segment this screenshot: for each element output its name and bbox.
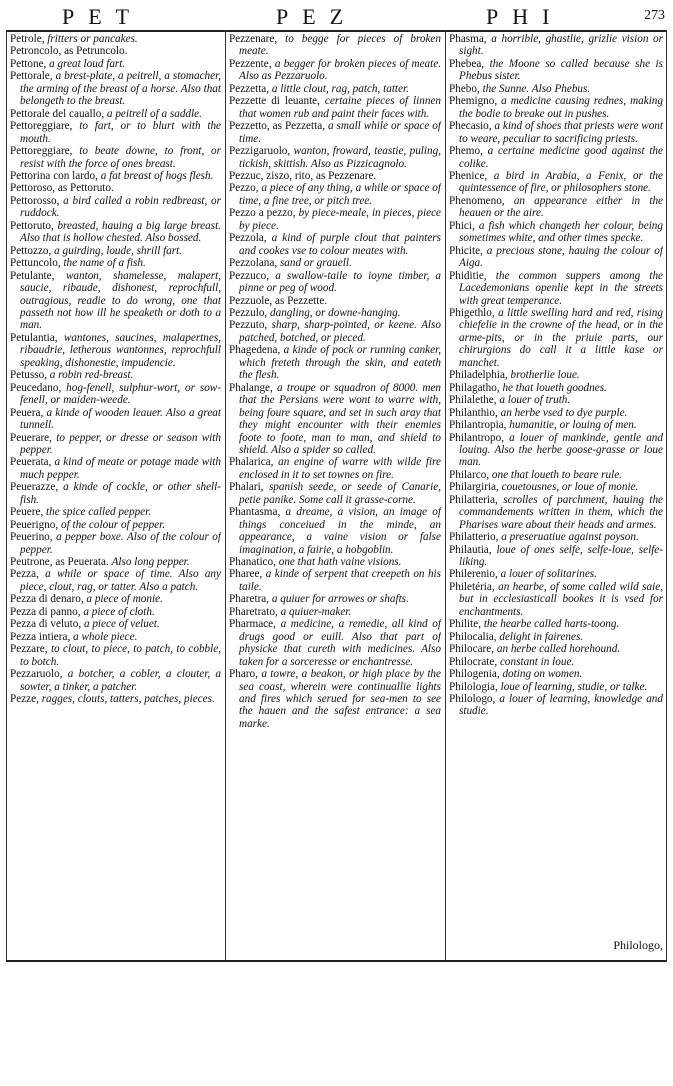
headword: Pharee, [229,568,263,581]
dictionary-entry [229,593,441,605]
headword: Philogenia, [449,668,500,681]
headword: Petulante, [10,269,55,282]
dictionary-entry [229,319,441,344]
dictionary-entry [229,58,441,83]
definition: humanitie, or louing of men. [509,419,637,432]
definition: a fat breast of hogs flesh. [100,169,214,182]
dictionary-entry [449,58,663,83]
dictionary-column-left [10,33,221,958]
headword: Pezza di panno, [10,605,81,618]
headword: Peuerare, [10,431,52,444]
dictionary-entry [229,257,441,269]
definition: a bird in Arabia, a Fenix, or the quintessence of fire, or philosophers stone. [459,169,663,195]
headword: Pezza di veluto, [10,618,82,631]
definition: of the colour of pepper. [60,518,166,531]
definition: a louer of learning, knowledge and studie. [459,693,663,718]
headword: Philalethe, [449,394,497,407]
definition: the Sunne. Also Phebus. [482,82,591,95]
headword: Pezzo, [229,182,259,195]
definition: a kind of meate or potage made with much pepper. [20,456,221,481]
headword: Phanatico, [229,556,276,569]
definition: a little clout, rag, patch, tatter. [271,82,409,95]
headword: Petroncolo, as Petruncolo. [10,45,128,58]
dictionary-entry [10,556,221,568]
dictionary-entry [10,170,221,182]
headword: Phalari, [229,481,264,494]
dictionary-entry [229,556,441,568]
definition: a dreame, a vision, an image of things conceiued in the minde, an appearance, a vaine vision or false imagination, a fairie, a hobgoblin. [239,506,441,556]
definition: to clout, to piece, to patch, to cobble, to botch. [20,643,221,668]
headword: Philautia, [449,543,492,556]
headword: Philagatho, [449,381,500,394]
definition: scrolles of parchment, hauing the commandements written in them, which the Pharises ware about their heads and armes. [459,493,663,531]
headword: Petulantia, [10,331,58,344]
dictionary-entry [10,120,221,145]
dictionary-entry [10,519,221,531]
definition: brotherlie loue. [510,369,580,382]
dictionary-entry [229,145,441,170]
dictionary-entry [229,382,441,457]
dictionary-entry [229,618,441,668]
dictionary-entry [10,631,221,643]
headword: Pezzulo, [229,306,268,319]
definition: an herbe vsed to dye purple. [500,406,628,419]
dictionary-entry [10,270,221,332]
headword: Phalarica, [229,456,274,469]
dictionary-entry [229,33,441,58]
definition: the common suppers among the Lacedemonians openlie kept in the streets with great temperance. [459,269,663,307]
definition: a medicine causing rednes, making the bodie to breake out in pushes. [459,95,663,120]
definition: wantones, saucines, malapertnes, ribaudrie, letherous wantonnes, reprochfull speaking, dishonestie, impudencie. [20,331,221,369]
dictionary-entry [449,618,663,630]
definition: a kinde of serpent that creepeth on his taile. [239,568,441,593]
headword: Pezza intiera, [10,630,71,643]
headword: Pezzola, [229,232,267,245]
definition: a begger for broken pieces of meate. Also as Pezzaruolo. [239,57,441,83]
headword: Pezzente, [229,57,272,70]
headword: Pezza, [10,568,39,581]
dictionary-entry [449,83,663,95]
dictionary-entry [10,145,221,170]
headword: Pharmace, [229,618,276,631]
headword: Peuerino, [10,531,53,544]
headword: Phecasio, [449,120,492,133]
headword: Pezzuto, [229,319,268,332]
definition: one that hath vaine visions. [278,556,402,569]
dictionary-entry [449,145,663,170]
running-head-right: PHI [486,4,564,29]
dictionary-entry [229,568,441,593]
dictionary-entry [449,531,663,543]
headword: Pettorosso, [10,194,60,207]
top-rule [6,30,666,32]
headword: Philetéria, [449,580,495,593]
definition: a kinde of cockle, or other shell-fish. [20,481,221,506]
definition: an herbe called horehound. [496,643,621,656]
dictionary-entry [10,481,221,506]
dictionary-entry [449,656,663,668]
definition: an hearbe, of some called wild saie, but in ecclesiasticall bookes it is vsed for enchantments. [459,580,663,618]
definition: a guirding, loude, shrill fart. [54,244,183,257]
definition: a peitrell of a saddle. [106,107,202,120]
dictionary-entry [229,232,441,257]
running-head-left: PET [62,4,144,29]
dictionary-entry [10,58,221,70]
dictionary-entry [449,419,663,431]
definition: the spice called pepper. [46,506,152,519]
definition: delight in fairenes. [499,630,584,643]
definition: a robin red-breast. [49,369,134,382]
dictionary-entry [449,245,663,270]
dictionary-entry [10,45,221,57]
dictionary-entry [449,668,663,680]
dictionary-entry [10,668,221,693]
dictionary-column-middle [229,33,441,958]
headword: Philocare, [449,643,495,656]
headword: Phigethlo, [449,306,495,319]
dictionary-entry [10,33,221,45]
headword: Peuerazze, [10,481,59,494]
headword: Pezzuco, [229,269,270,282]
dictionary-entry [10,693,221,705]
definition: a preseruatiue against poyson. [501,531,639,544]
headword: Pezza di denaro, [10,593,84,606]
dictionary-entry [10,606,221,618]
dictionary-entry [449,481,663,493]
headword: Peuerata, [10,456,52,469]
dictionary-entry [10,456,221,481]
headword: Philantropia, [449,419,507,432]
definition: a little swelling hard and red, rising chiefelie in the crowne of the head, or in the arme-pits, or in the priuie parts, our chirurgions do call it a little kase or manchet. [459,306,663,369]
headword: Philantropo, [449,431,505,444]
definition: a piece of any thing, a while or space of time, a fine tree, or pitch tree. [239,182,441,207]
headword: Phiditie, [449,269,487,282]
headword: Pharetrato, [229,605,278,618]
definition: sharp, sharp-pointed, or keene. Also patched, botched, or pieced. [239,319,441,344]
definition: a while or space of time. Also any piece, clout, rag, or tatter. Also a patch. [20,568,221,593]
headword: Philanthio, [449,406,498,419]
definition: a whole piece. [73,630,138,643]
definition: wanton, froward, teastie, puling, tickish, skittish. Also as Pizzicagnolo. [239,145,441,170]
dictionary-entry [10,432,221,457]
headword: Pettuncolo, [10,257,61,270]
headword: Pezzigaruolo, [229,145,291,158]
headword: Phagedena, [229,344,281,357]
dictionary-entry [10,593,221,605]
headword: Pezzuole, as Pezzette. [229,294,328,307]
headword: Pezzette di leuante, [229,95,320,108]
headword: Phemigno, [449,95,498,108]
dictionary-entry [449,394,663,406]
running-head-middle: PEZ [276,4,358,29]
dictionary-entry [10,70,221,107]
definition: an engine of warre with wilde fire enclosed in it to set townes on fire. [239,456,441,481]
dictionary-entry [449,33,663,58]
headword: Philologo, [449,693,496,706]
column-rule [666,30,667,962]
dictionary-entry [449,681,663,693]
headword: Pettoroso, as Pettoruto. [10,182,114,195]
definition: loue of ones selfe, selfe-loue, selfe-liking. [459,543,663,569]
definition: doting on women. [502,668,583,681]
headword: Philerenio, [449,568,498,581]
definition: certaine pieces of linnen that women rub and paint their faces with. [239,95,441,120]
dictionary-entry [10,643,221,668]
dictionary-entry [10,407,221,432]
dictionary-entry [449,544,663,569]
dictionary-entry [449,631,663,643]
dictionary-entry [229,270,441,295]
definition: a precious stone, hauing the colour of Aiga. [459,244,663,270]
definition: to begge for pieces of broken meate. [239,33,441,58]
dictionary-entry [229,481,441,506]
headword: Phalange, [229,381,273,394]
definition: sand or grauell. [279,257,352,270]
definition: to pepper, or dresse or season with pepper. [20,431,221,456]
column-rule [6,30,7,962]
headword: Philargiria, [449,481,499,494]
definition: a towre, a beakon, or high place by the sea coast, wherein were continuallie lights and fires which serued for sea-men to see the hauen and the safest entrance: a sea marke. [239,668,441,730]
headword: Phenomeno, [449,194,505,207]
headword: Peucedano, [10,381,62,394]
dictionary-entry [449,432,663,469]
headword: Pezzetta, [229,82,270,95]
column-rule [445,30,446,962]
definition: a quiuer-maker. [280,605,352,618]
headword: Peutrone, as Peuerata. [10,556,109,569]
dictionary-entry [10,506,221,518]
dictionary-entry [449,195,663,220]
dictionary-entry [229,120,441,145]
headword: Pezze, [10,693,39,706]
headword: Peuerigno, [10,518,59,531]
dictionary-entry [449,568,663,580]
dictionary-entry [229,307,441,319]
headword: Pettoreggiare, [10,120,73,133]
dictionary-entry [229,182,441,207]
dictionary-entry [229,170,441,182]
dictionary-entry [229,207,441,232]
definition: a quiuer for arrowes or shafts. [271,593,409,606]
headword: Philatterio, [449,531,499,544]
definition: a botcher, a cobler, a clouter, a sowter, a tinker, a patcher. [20,668,221,693]
headword: Phasma, [449,33,487,45]
definition: constant in loue. [499,655,575,668]
headword: Pettorale, [10,70,53,83]
dictionary-entry [229,295,441,307]
bottom-rule [6,960,666,962]
definition: by piece-meale, in pieces, piece by piece. [239,207,441,232]
dictionary-entry [449,120,663,145]
headword: Pettoreggiare, [10,145,73,158]
headword: Philarco, [449,468,490,481]
definition: a piece of monie. [86,593,163,606]
headword: Phemo, [449,145,483,158]
dictionary-entry [10,618,221,630]
definition: wanton, shamelesse, malapert, saucie, ribaude, dishonest, reprochfull, outragious, readie to do wrong, one that passeth not how ill he speaketh or doth to a man. [20,269,221,332]
dictionary-entry [229,344,441,381]
definition: a piece of cloth. [83,605,155,618]
definition: a medicine, a remedie, all kind of drugs good or euill. Also that part of physicke that cureth with medicines. Also taken for a sorceresse or enchantresse. [239,618,441,668]
definition: couetousnes, or loue of monie. [501,481,639,494]
dictionary-entry [449,307,663,369]
dictionary-entry [449,407,663,419]
headword: Philocrate, [449,655,498,668]
definition: to beate downe, to front, or resist with the force of ones breast. [20,145,221,170]
headword: Phenice, [449,169,488,182]
definition: the Moone so called because she is Phebus sister. [459,57,663,83]
definition: a kinde of pock or running canker, which freteth through the skin, and eateth the flesh. [239,344,441,382]
headword: Phicite, [449,244,483,257]
definition: loue of learning, studie, or talke. [500,680,648,693]
headword: Philadelphia, [449,369,508,382]
definition: a louer of mankinde, gentle and louing. Also the herbe goose-grasse or loue man. [459,431,663,469]
dictionary-entry [229,668,441,730]
definition: a brest-plate, a peitrell, a stomacher, the arming of the breast of a horse. Also that belongeth to the breast. [20,70,221,108]
headword: Pezzaruolo, [10,668,63,681]
headword: Philocalia, [449,630,497,643]
headword: Philologia, [449,680,498,693]
dictionary-entry [229,95,441,120]
definition: a great loud fart. [49,57,126,70]
definition: a troupe or squadron of 8000. men that the Persians were wont to warre with, being foure square, and set in such aray that they might encounter with their enemies foote to foote, man to man, and shield to shield. Also a spider so called. [239,381,441,456]
dictionary-entry [10,220,221,245]
dictionary-entry [10,332,221,369]
dictionary-entry [449,693,663,718]
headword: Pettorale del cauallo, [10,107,105,120]
definition: a certaine medicine good against the colike. [459,145,663,170]
dictionary-column-right [449,33,663,958]
definition: he that loueth goodnes. [502,381,607,394]
headword: Phebea, [449,57,485,70]
headword: Petusso, [10,369,47,382]
headword: Peuere, [10,506,44,519]
definition: breasted, hauing a big large breast. Also that is hollow chested. Also bossed. [20,219,221,245]
headword: Pharetra, [229,593,270,606]
dictionary-entry [449,95,663,120]
headword: Phici, [449,219,475,232]
headword: Pezzo a pezzo, [229,207,296,220]
headword: Pezzolana, [229,257,278,270]
dictionary-entry [10,369,221,381]
definition: the name of a fish. [63,257,146,270]
headword: Pezzenare, [229,33,278,45]
definition: a louer of solitarines. [500,568,597,581]
headword: Pettozzo, [10,244,52,257]
definition: hog-fenell, sulphur-wort, or sow-fenell, or maiden-weede. [20,381,221,407]
dictionary-entry [10,195,221,220]
dictionary-entry [10,568,221,593]
definition: spanish seede, or seede of Canarie, petie panike. Some call it grasse-corne. [239,481,441,506]
headword: Pettone, [10,57,47,70]
definition: a fish which changeth her colour, being sometimes white, and other times specke. [459,219,663,245]
definition: a pepper boxe. Also of the colour of pepper. [20,531,221,556]
definition: a piece of veluet. [83,618,160,631]
definition: one that loueth to beare rule. [491,468,622,481]
dictionary-entry [10,531,221,556]
definition: a kinde of wooden leauer. Also a great tunnell. [20,406,221,432]
dictionary-entry [449,469,663,481]
dictionary-entry [229,606,441,618]
definition: dangling, or downe-hanging. [270,306,401,319]
headword: Philatteria, [449,493,498,506]
dictionary-entry [449,270,663,307]
headword: Pharo, [229,668,258,681]
dictionary-entry [10,108,221,120]
running-header [0,2,673,32]
definition: fritters or pancakes. [47,33,138,45]
headword: Pettorina con lardo, [10,169,98,182]
catchword: Philologo, [613,938,663,952]
column-rule [225,30,226,962]
dictionary-entry [229,506,441,556]
dictionary-entry [229,83,441,95]
page-number: 273 [644,8,665,23]
dictionary-entry [229,456,441,481]
definition: a small while or space of time. [239,120,441,145]
dictionary-entry [449,494,663,531]
dictionary-entry [449,581,663,618]
dictionary-entry [10,257,221,269]
dictionary-entry [10,245,221,257]
definition: to fart, or to blurt with the mouth. [20,120,221,145]
dictionary-entry [449,382,663,394]
definition: a bird called a robin redbreast, or ruddock. [20,194,221,220]
definition: a kind of purple clout that painters and cookes vse to colour meates with. [239,232,441,257]
definition: a kind of shoes that priests were wont to weare, peculiar to sacrificing priests. [459,120,663,145]
definition: an appearance either in the heauen or the aire. [459,194,663,220]
headword: Phebo, [449,82,480,95]
dictionary-entry [449,643,663,655]
dictionary-entry [10,382,221,407]
headword: Pettoruto, [10,219,54,232]
definition: the hearbe called harts-toong. [483,618,620,631]
headword: Peuera, [10,406,44,419]
definition: a swallow-taile to ioyne timber, a pinne or peg of wood. [239,269,441,295]
headword: Philite, [449,618,482,631]
dictionary-entry [449,369,663,381]
definition: ragges, clouts, tatters, patches, pieces. [41,693,215,706]
definition: a horrible, ghastlie, grizlie vision or sight. [459,33,663,58]
headword: Petrole, [10,33,45,45]
definition: Also long pepper. [111,556,190,569]
headword: Pezzuc, ziszo, rito, as Pezzenare. [229,169,377,182]
dictionary-entry [449,220,663,245]
headword: Phantasma, [229,506,281,519]
headword: Pezzetto, as Pezzetta, [229,120,326,133]
headword: Pezzare, [10,643,48,656]
dictionary-entry [449,170,663,195]
definition: a louer of truth. [499,394,571,407]
dictionary-entry [10,182,221,194]
